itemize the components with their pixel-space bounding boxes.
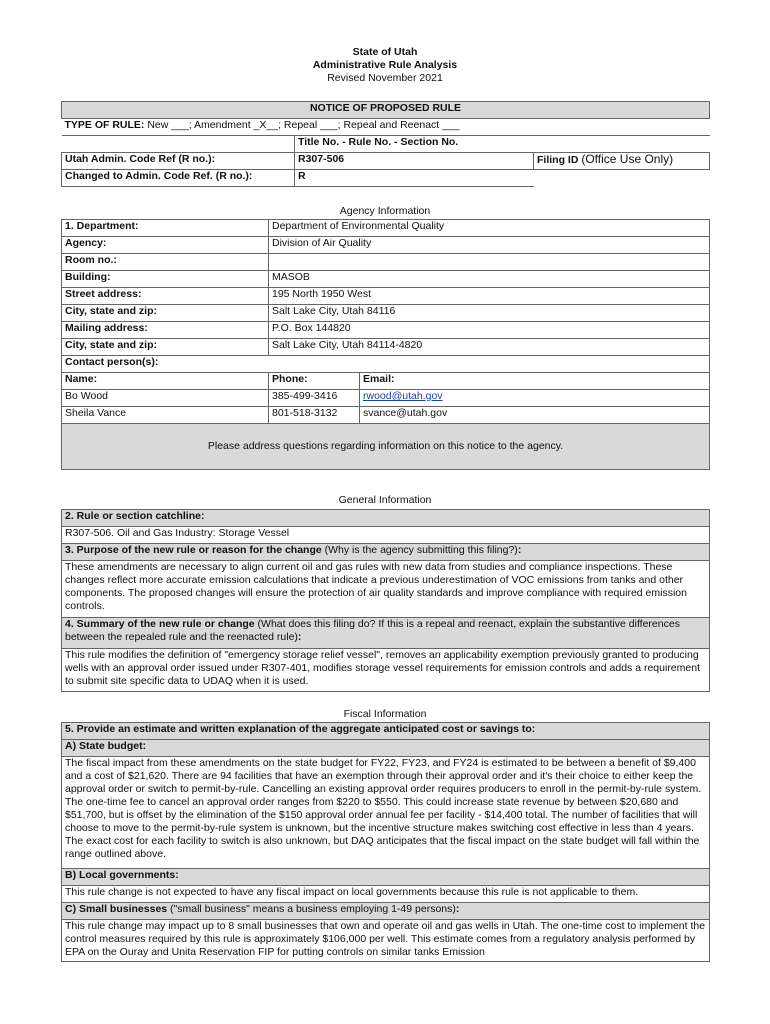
document-header (0, 46, 770, 85)
small-business-note: ("small business" means a business employing 1-49 persons) (167, 903, 456, 915)
agency-note: Please address questions regarding information on this notice to the agency. (62, 424, 710, 470)
state-budget-value[interactable]: The fiscal impact from these amendments on the state budget for FY22, FY23, and FY24 is estimated to be between a benefit of $9,400 and a cost of $21,620. There are 94 facilities that have an exemption through their approval order and it's their choice to either keep the approval order or switch to permit-by-rule. Cancelling an existing approval order requires producers to enroll in the permit-by-rule system. The one-time fee to cancel an approval order ranges from $220 to $550. This could increase state revenue by between $20,680 and $51,700, but is offset by the elimination of the $150 approval order annual fee per facility - $14,400 total. The number of facilities that will choose to move to the permit-by-rule system is unknown, but the incentive structure makes switching cost effective in less than 4 years. The exact cost for each facility to switch is also unknown, but DAQ anticipates that the fiscal impact on the state budget will fall within the range outlined above. (62, 757, 710, 869)
contact-name[interactable]: Sheila Vance (62, 407, 269, 424)
agency-label-room: Room no.: (62, 254, 269, 271)
general-section-title: General Information (338, 494, 432, 506)
agency-value-agency[interactable]: Division of Air Quality (269, 237, 710, 254)
revision-date: Revised November 2021 (327, 72, 443, 84)
summary-colon: : (297, 631, 302, 643)
agency-value-street[interactable]: 195 North 1950 West (269, 288, 710, 305)
type-of-rule-value[interactable]: New ___; Amendment _X__; Repeal ___; Repeal and Reenact ___ (144, 119, 460, 131)
small-business-colon: : (455, 903, 460, 915)
admin-code-value[interactable]: R307-506 (295, 153, 534, 170)
contact-persons-label: Contact person(s): (62, 356, 710, 373)
contact-email[interactable] (360, 390, 710, 407)
agency-label-agency: Agency: (62, 237, 269, 254)
agency-label-street: Street address: (62, 288, 269, 305)
contact-phone[interactable]: 385-499-3416 (269, 390, 360, 407)
filing-id-label: Filing ID (537, 154, 579, 166)
local-gov-label: B) Local governments: (62, 869, 710, 886)
purpose-colon: : (517, 544, 522, 556)
type-of-rule-label: TYPE OF RULE: (64, 119, 145, 131)
purpose-note: (Why is the agency submitting this filing?) (321, 544, 518, 556)
general-table (61, 509, 710, 692)
catchline-label: 2. Rule or section catchline: (62, 510, 710, 527)
agency-label-mailing: Mailing address: (62, 322, 269, 339)
agency-label-mailing-city: City, state and zip: (62, 339, 269, 356)
purpose-label: 3. Purpose of the new rule or reason for the change (65, 544, 322, 556)
agency-value-mailing[interactable]: P.O. Box 144820 (269, 322, 710, 339)
filing-id-note: (Office Use Only) (581, 152, 674, 166)
state-budget-label: A) State budget: (62, 740, 710, 757)
local-gov-value[interactable]: This rule change is not expected to have any fiscal impact on local governments because this rule is not applicable to them. (62, 886, 710, 903)
agency-table (61, 219, 710, 470)
contact-email[interactable] (360, 407, 710, 424)
small-business-label: C) Small businesses (65, 903, 168, 915)
changed-code-value[interactable]: R (295, 170, 534, 187)
contact-name[interactable]: Bo Wood (62, 390, 269, 407)
agency-value-mailing-city[interactable]: Salt Lake City, Utah 84114-4820 (269, 339, 710, 356)
notice-title: NOTICE OF PROPOSED RULE (62, 102, 710, 119)
admin-code-label: Utah Admin. Code Ref (R no.): (62, 153, 295, 170)
agency-label-department: 1. Department: (62, 220, 269, 237)
filing-id-cell (534, 153, 710, 170)
contact-email-link[interactable]: svance@utah.gov (363, 407, 448, 419)
document-title: Administrative Rule Analysis (312, 59, 458, 71)
summary-question (62, 618, 710, 649)
fiscal-table (61, 722, 710, 962)
contact-header-email: Email: (360, 373, 710, 390)
fiscal-section-title: Fiscal Information (343, 708, 427, 720)
agency-value-department[interactable]: Department of Environmental Quality (269, 220, 710, 237)
contact-header-name: Name: (62, 373, 269, 390)
notice-table (61, 101, 710, 187)
agency-value-city[interactable]: Salt Lake City, Utah 84116 (269, 305, 710, 322)
summary-note: (What does this filing do? If this is a repeal and reenact, explain the substantive differences between the repealed rule and the reenacted rule) (65, 618, 680, 643)
agency-value-room[interactable] (269, 254, 710, 271)
summary-value[interactable]: This rule modifies the definition of "emergency storage relief vessel", removes an applicability exemption previously granted to producing wells with an approval order issued under R307-401, modifies storage vessel requirements for emission controls and adds a requirement to submit site specific data to UDAQ when it is used. (62, 649, 710, 692)
contact-phone[interactable]: 801-518-3132 (269, 407, 360, 424)
contact-email-link[interactable]: rwood@utah.gov (363, 390, 443, 402)
catchline-value[interactable]: R307-506. Oil and Gas Industry: Storage Vessel (62, 527, 710, 544)
purpose-value[interactable]: These amendments are necessary to align current oil and gas rules with new data from studies and compliance inspections. These changes reflect more accurate emission calculations that indicate a previous underestimation of VOC emissions from tanks and other components. The proposed changes will ensure the protection of air quality standards and improve compliance with required emission controls. (62, 561, 710, 618)
small-business-question (62, 903, 710, 920)
summary-label: 4. Summary of the new rule or change (65, 618, 255, 630)
agency-label-building: Building: (62, 271, 269, 288)
agency-value-building[interactable]: MASOB (269, 271, 710, 288)
purpose-question (62, 544, 710, 561)
title-no-label: Title No. - Rule No. - Section No. (295, 136, 534, 153)
type-of-rule-row (62, 119, 710, 136)
small-business-value[interactable]: This rule change may impact up to 8 small businesses that own and operate oil and gas wells in Utah. The one-time cost to implement the control measures required by this rule is approximately $106,000 per well. This estimate comes from a regulatory analysis performed by EPA on the Ouray and Unita Reservation FIP for putting controls on similar tanks Emission (62, 920, 710, 962)
contact-header-phone: Phone: (269, 373, 360, 390)
agency-label-city: City, state and zip: (62, 305, 269, 322)
agency-section-title: Agency Information (339, 205, 431, 217)
fiscal-question: 5. Provide an estimate and written explanation of the aggregate anticipated cost or savings to: (62, 723, 710, 740)
changed-code-label: Changed to Admin. Code Ref. (R no.): (62, 170, 295, 187)
state-title: State of Utah (352, 46, 418, 58)
